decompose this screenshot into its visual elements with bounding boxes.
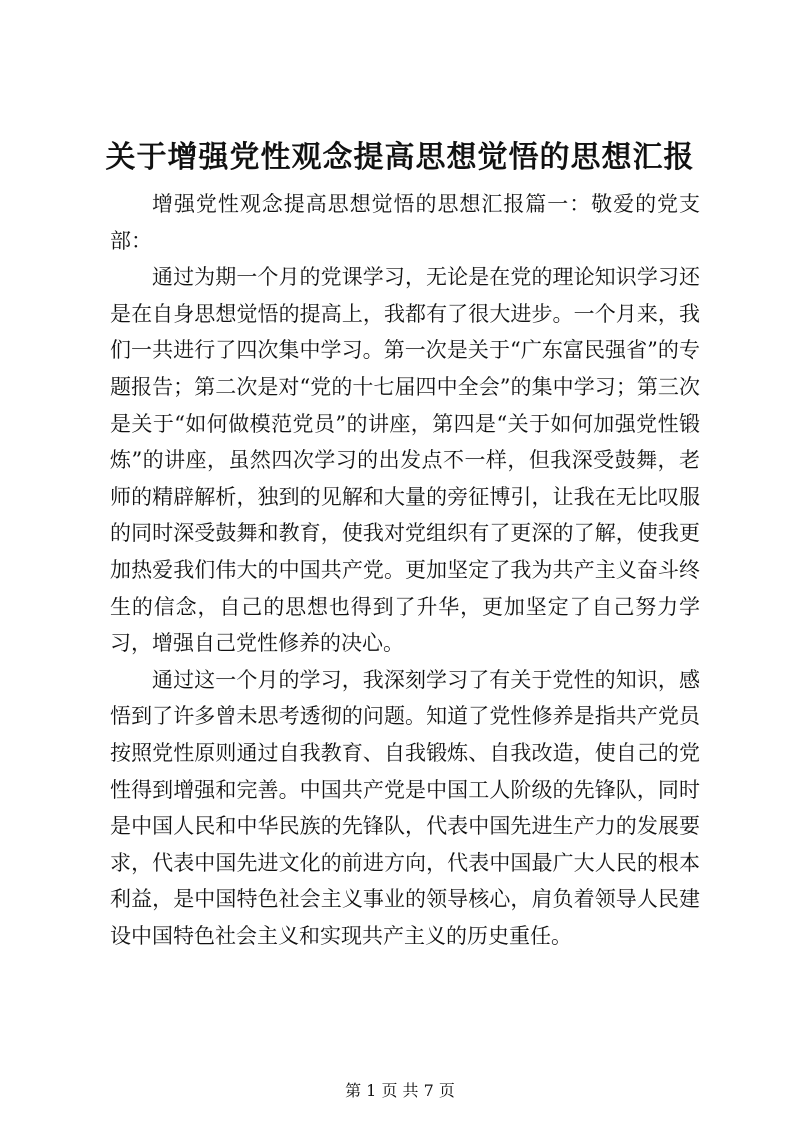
paragraph-salutation: 增强党性观念提高思想觉悟的思想汇报篇一：敬爱的党支部： xyxy=(110,192,700,253)
page-footer: 第 1 页 共 7 页 xyxy=(345,1081,455,1100)
paragraph-1: 通过为期一个月的党课学习，无论是在党的理论知识学习还是在自身思想觉悟的提高上，我都有了很大进步。一个月来，我们一共进行了四次集中学习。第一次是关于“广东富民强省”的专题报告；第二次是对“党的十七届四中全会”的集中学习；第三次是关于“如何做模范党员”的讲座，第四是“关于如何加强党性锻炼”的讲座，虽然四次学习的出发点不一样，但我深受鼓舞，老师的精辟解析，独到的见解和大量的旁征博引，让我在无比叹服的同时深受鼓舞和教育，使我对党组织有了更深的了解，使我更加热爱我们伟大的中国共产党。更加坚定了我为共产主义奋斗终生的信念，自己的思想也得到了升华，更加坚定了自己努力学习，增强自己党性修养的决心。 xyxy=(110,265,700,656)
document-title: 关于增强党性观念提高思想觉悟的思想汇报 xyxy=(105,140,695,175)
paragraph-2: 通过这一个月的学习，我深刻学习了有关于党性的知识，感悟到了许多曾未思考透彻的问题。知道了党性修养是指共产党员按照党性原则通过自我教育、自我锻炼、自我改造，使自己的党性得到增强和完善。中国共产党是中国工人阶级的先锋队，同时是中国人民和中华民族的先锋队，代表中国先进生产力的发展要求，代表中国先进文化的前进方向，代表中国最广大人民的根本利益，是中国特色社会主义事业的领导核心，肩负着领导人民建设中国特色社会主义和实现共产主义的历史重任。 xyxy=(110,667,700,948)
document-body xyxy=(110,186,700,954)
